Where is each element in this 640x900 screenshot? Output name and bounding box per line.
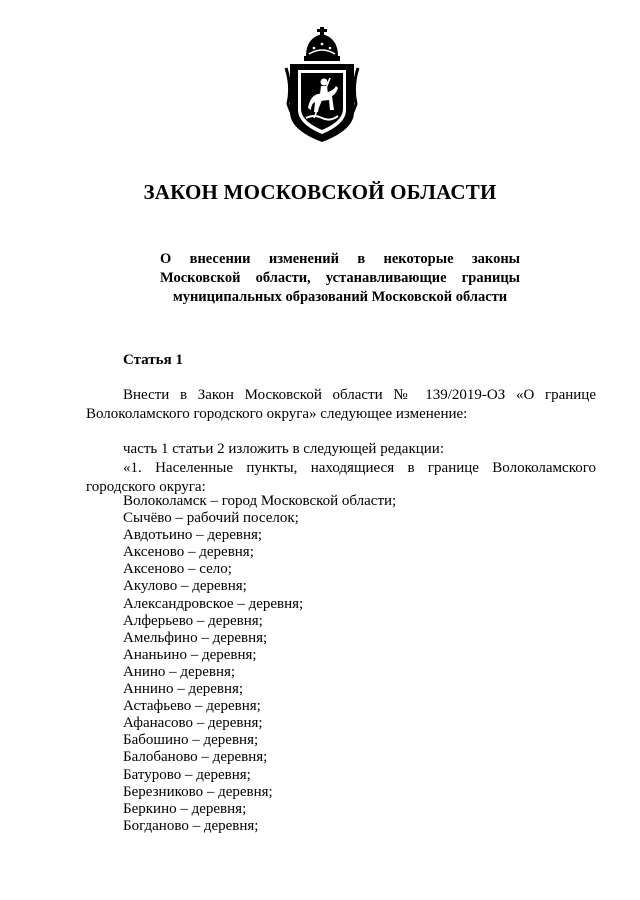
intro-paragraph: Внести в Закон Московской области № 139/2019-ОЗ «О границе Волоколамского городского округа» следующее изменение: [86,387,596,422]
list-item: Богданово – деревня; [123,817,259,834]
list-item: Акулово – деревня; [123,578,247,595]
amend-instruction: часть 1 статьи 2 изложить в следующей редакции: [123,441,444,457]
list-item: Беркино – деревня; [123,800,247,817]
list-item: Амельфино – деревня; [123,629,268,646]
list-item: Авдотьино – деревня; [123,527,263,544]
list-item: Александровское – деревня; [123,595,304,612]
coat-of-arms-icon [284,26,360,144]
list-item: Аксеново – деревня; [123,544,254,561]
law-title: ЗАКОН МОСКОВСКОЙ ОБЛАСТИ [143,180,497,204]
list-item: Сычёво – рабочий поселок; [123,510,299,527]
list-item: Аннино – деревня; [123,681,244,698]
list-item: Батурово – деревня; [123,766,251,783]
list-item: Анино – деревня; [123,663,236,680]
part1-intro: «1. Населенные пункты, находящиеся в границе Волоколамского городского округа: [86,460,596,495]
settlements-list [123,493,396,835]
list-item: Волоколамск – город Московской области; [123,493,397,509]
list-item: Алферьево – деревня; [123,612,263,629]
list-item: Ананьино – деревня; [123,646,257,663]
list-item: Аксеново – село; [123,561,232,578]
list-item: Афанасово – деревня; [123,715,263,732]
list-item: Березниково – деревня; [123,783,273,800]
law-subtitle: О внесении изменений в некоторые законы Московской области, устанавливающие границы муниципальных образований Московской области [160,251,520,305]
list-item: Бабошино – деревня; [123,732,259,749]
list-item: Балобаново – деревня; [123,749,268,766]
list-item: Астафьево – деревня; [123,698,261,715]
article-heading: Статья 1 [123,352,183,368]
